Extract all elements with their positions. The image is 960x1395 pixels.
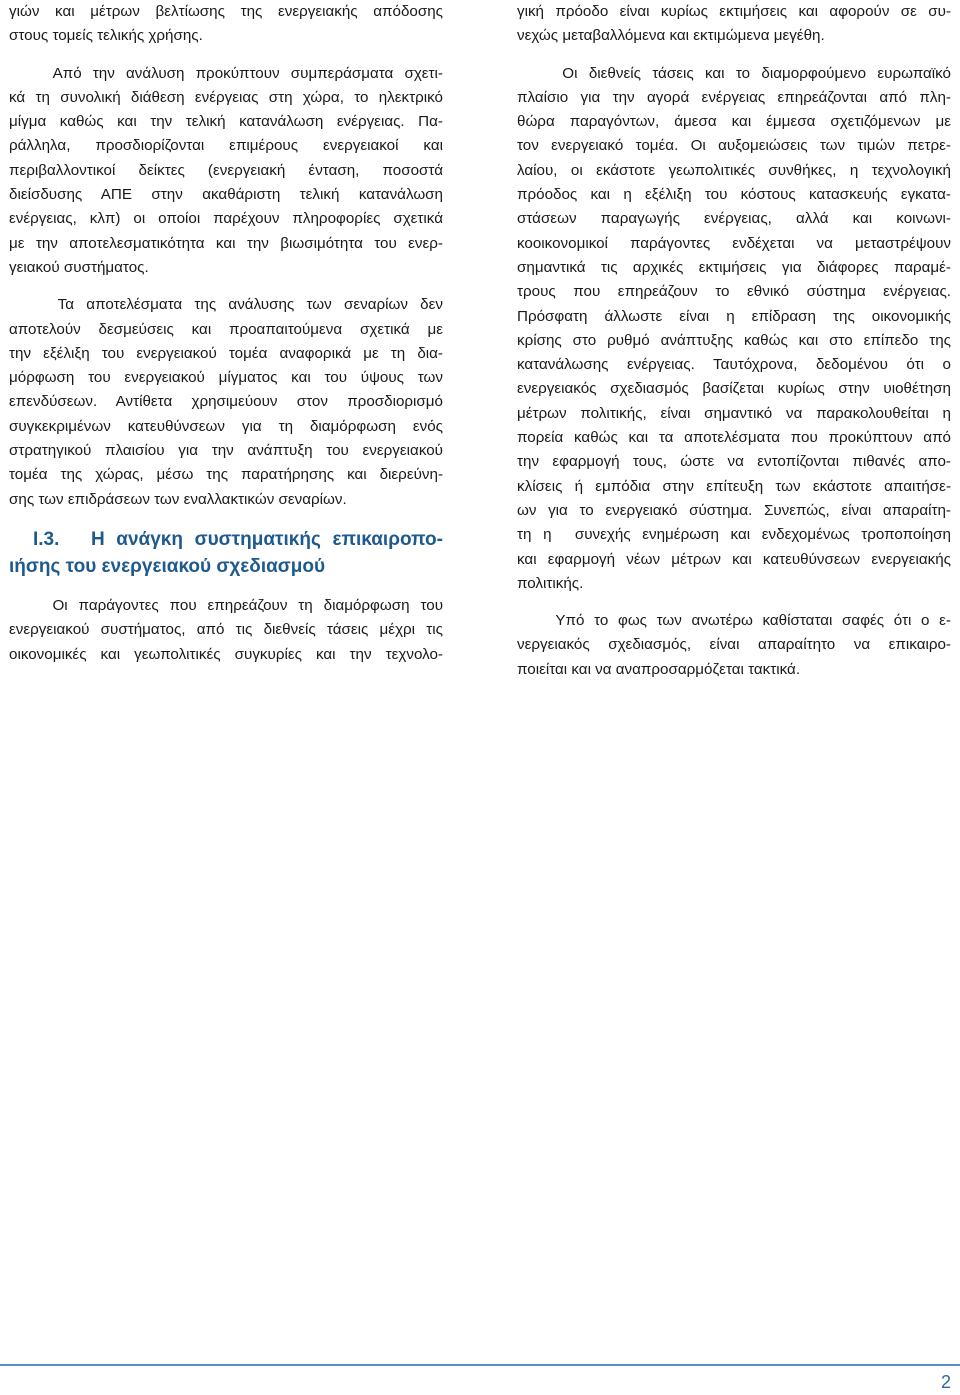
text-line: και εφαρμογή νέων μέτρων και κατευθύνσεων ενεργειακής: [517, 550, 951, 568]
paragraph: [9, 62, 443, 281]
footer-rule: [0, 1364, 960, 1366]
text-line: μόρφωση του ενεργειακού μίγματος και του ύψους των: [9, 369, 443, 387]
text-line: την εφαρμογή τους, ώστε να εντοπίζονται πιθανές απο-: [517, 453, 951, 471]
text-line: στρατηγικού πλαισίου για την ανάπτυξη του ενεργειακού: [9, 442, 443, 460]
page-number: 2: [940, 1372, 951, 1392]
text-line: με την αποτελεσματικότητα και την βιωσιμότητα του ενερ-: [9, 234, 443, 252]
text-line: μέτρων πολιτικής, είναι σημαντικό να παρακολουθείται η: [517, 404, 951, 422]
text-line: ων για το ενεργειακό σύστημα. Συνεπώς, είναι απαραίτη-: [517, 501, 951, 519]
right-column: [517, 0, 951, 682]
heading-line: [9, 526, 443, 553]
text-line: γειακού συστήματος.: [9, 258, 149, 276]
text-line: τομέα της χώρας, μέσω της παρατήρησης και διερεύνη-: [9, 466, 443, 484]
text-line: πορεία καθώς και τα αποτελέσματα που προκύπτουν από: [517, 429, 951, 447]
text-line: κά τη συνολική διάθεση ενέργειας στη χώρα, το ηλεκτρικό: [9, 88, 443, 106]
text-line: πρόοδος και η εξέλιξη του κόστους κατασκευής εγκατα-: [517, 186, 951, 204]
text-line: ενεργειακού συστήματος, από τις διεθνείς τάσεις μέχρι τις: [9, 621, 443, 639]
text-line: κοοικονομικοί παράγοντες ενδέχεται να μεταστρέψουν: [517, 234, 951, 252]
text-line: λαίου, οι εκάστοτε γεωπολιτικές συνθήκες, η τεχνολογική: [517, 161, 951, 179]
text-line: ράλληλα, προσδιορίζονται επιμέρους ενεργειακοί και: [9, 137, 443, 155]
paragraph: [9, 293, 443, 512]
text-line: περιβαλλοντικοί δείκτες (ενεργειακή ένταση, ποσοστά: [9, 161, 443, 179]
text-line: ενέργειας, κλπ) οι οποίοι παρέχουν πληροφορίες σχετικά: [9, 210, 443, 228]
text-line: Οι διεθνείς τάσεις και το διαμορφούμενο ευρωπαϊκό: [517, 64, 951, 82]
text-line: νεργειακός σχεδιασμός, είναι απαραίτητο να επικαιρο-: [517, 636, 951, 654]
heading-text: Η ανάγκη συστηματικής επικαιροπο-: [91, 528, 443, 550]
text-line: πλαίσιο για την αγορά ενέργειας επηρεάζονται από πλη-: [517, 88, 951, 106]
text-line: κρίσης στο ρυθμό ανάπτυξης καθώς και στο επίπεδο της: [517, 331, 951, 349]
text-line: θώρα παραγόντων, άμεσα και έμμεσα σχετιζόμενων με: [517, 113, 951, 131]
text-line: σημαντικά τις αρχικές εκτιμήσεις για διάφορες παραμέ-: [517, 258, 951, 276]
text-line: νεχώς μεταβαλλόμενα και εκτιμώμενα μεγέθη.: [517, 27, 825, 45]
text-line: μίγμα καθώς και την τελική κατανάλωση ενέργειας. Πα-: [9, 113, 443, 131]
text-line: τον ενεργειακό τομέα. Οι αυξομειώσεις των τιμών πετρε-: [517, 137, 951, 155]
text-line: την εξέλιξη του ενεργειακού τομέα αναφορικά με τη δια-: [9, 344, 443, 362]
text-line: πολιτικής.: [517, 574, 584, 592]
text-line: διείσδυσης ΑΠΕ στην ακαθάριστη τελική κατανάλωση: [9, 186, 443, 204]
heading-line: ιήσης του ενεργειακού σχεδιασμού: [9, 555, 326, 577]
text-line: Από την ανάλυση προκύπτουν συμπεράσματα σχετι-: [9, 64, 443, 82]
text-line: συγκεκριμένων κατευθύνσεων για τη διαμόρφωση ενός: [9, 417, 443, 435]
text-line: Οι παράγοντες που επηρεάζουν τη διαμόρφωση του: [9, 596, 443, 614]
text-line: Πρόσφατη άλλωστε είναι η επίδραση της οικονομικής: [517, 307, 951, 325]
text-line: γική πρόοδο είναι κυρίως εκτιμήσεις και αφορούν σε συ-: [517, 3, 951, 20]
text-line: Υπό το φως των ανωτέρω καθίσταται σαφές ότι ο ε-: [517, 612, 951, 630]
text-line: ποιείται και να αναπροσαρμόζεται τακτικά.: [517, 660, 801, 678]
text-line: τρους που επηρεάζουν το εθνικό σύστημα ενέργειας.: [517, 283, 951, 301]
text-line: γιών και μέτρων βελτίωσης της ενεργειακής απόδοσης: [9, 3, 443, 20]
paragraph: [9, 0, 443, 49]
text-line: κατανάλωσης ενέργειας. Ταυτόχρονα, δεδομένου ότι ο: [517, 356, 951, 374]
text-line: Τα αποτελέσματα της ανάλυσης των σεναρίων δεν: [9, 296, 443, 314]
text-line: αποτελούν δεσμεύσεις και προαπαιτούμενα σχετικά με: [9, 320, 443, 338]
text-line: στάσεων παραγωγής ενέργειας, αλλά και κοινωνι-: [517, 210, 951, 228]
section-heading: [9, 526, 443, 580]
section-number: Ι.3.: [33, 528, 60, 550]
paragraph: [517, 62, 951, 597]
text-line: στους τομείς τελικής χρήσης.: [9, 27, 203, 45]
paragraph: [9, 594, 443, 667]
text-line: κλίσεις ή εμπόδια στην επίτευξη των εκάστοτε απαιτήσε-: [517, 477, 951, 495]
text-line: ενεργειακός σχεδιασμός βασίζεται κυρίως στην υιοθέτηση: [517, 380, 951, 398]
left-column: [9, 0, 443, 667]
text-line: επενδύσεων. Αντίθετα χρησιμεύουν στον προσδιορισμό: [9, 393, 443, 411]
paragraph: [517, 0, 951, 49]
paragraph: [517, 609, 951, 682]
text-line: τη η συνεχής ενημέρωση και ενδεχομένως τροποποίηση: [517, 526, 951, 544]
text-line: οικονομικές και γεωπολιτικές συγκυρίες και την τεχνολο-: [9, 645, 443, 663]
text-line: σης των επιδράσεων των εναλλακτικών σεναρίων.: [9, 490, 347, 508]
